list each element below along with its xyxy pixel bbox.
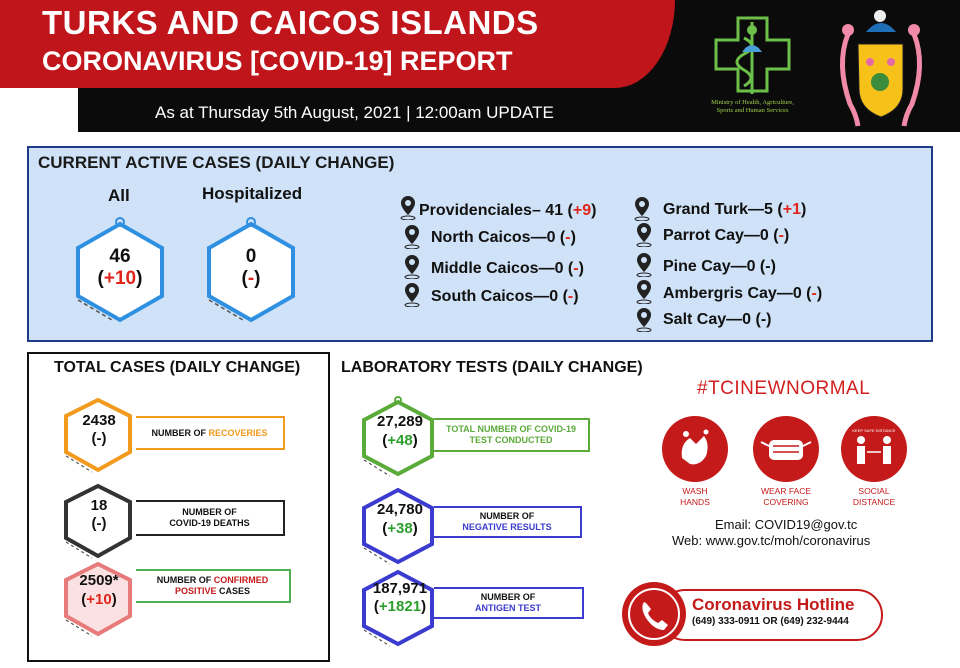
hotline-numbers: (649) 333-0911 OR (649) 232-9444 — [692, 616, 849, 627]
location-pin-icon — [400, 196, 416, 220]
antigen-label: NUMBER OF ANTIGEN TEST — [434, 587, 584, 619]
face-mask-label: WEAR FACE COVERING — [760, 486, 812, 507]
location-pin-icon — [404, 225, 420, 249]
hospitalized-value: 0 — [245, 246, 257, 267]
social-distance-label: SOCIAL DISTANCE — [852, 486, 896, 507]
social-distance-inner-text: KEEP SAFE DISTANCE — [852, 428, 896, 433]
location-pin-icon — [634, 197, 650, 221]
negative-value: 24,780 — [377, 501, 423, 518]
negative-label: NUMBER OF NEGATIVE RESULTS — [434, 506, 582, 538]
wash-hands-icon — [662, 416, 728, 482]
island-salt-cay: Salt Cay—0 (-) — [663, 311, 772, 328]
active-cases-title: CURRENT ACTIVE CASES (DAILY CHANGE) — [38, 153, 395, 172]
island-ambergris-cay: Ambergris Cay—0 (-) — [663, 285, 823, 302]
ministry-name: Ministry of Health, Agriculture, Sports and Human Services — [711, 99, 794, 114]
confirmed-label: NUMBER OF CONFIRMED POSITIVE CASES — [136, 569, 291, 603]
location-pin-icon — [404, 283, 420, 307]
island-providenciales: Providenciales– 41 (+9) — [419, 202, 597, 219]
tests-change: (+48) — [382, 432, 418, 449]
island-parrot-cay: Parrot Cay—0 (-) — [663, 227, 790, 244]
island-middle-caicos: Middle Caicos—0 (-) — [431, 260, 584, 277]
island-pine-cay: Pine Cay—0 (-) — [663, 258, 776, 275]
island-north-caicos: North Caicos—0 (-) — [431, 229, 576, 246]
all-cases-value: 46 — [109, 246, 131, 267]
location-pin-icon — [636, 253, 652, 277]
wash-hands-label: WASH HANDS — [680, 486, 710, 507]
antigen-change: (+1821) — [373, 598, 427, 615]
location-pin-icon — [636, 223, 652, 247]
hotline-title: Coronavirus Hotline — [692, 595, 855, 614]
face-mask-icon — [753, 416, 819, 482]
confirmed-value: 2509* — [79, 572, 119, 589]
social-distance-icon — [841, 416, 907, 482]
deaths-label: NUMBER OF COVID-19 DEATHS — [136, 500, 285, 536]
page-subtitle: CORONAVIRUS [COVID-19] REPORT — [42, 46, 513, 76]
location-pin-icon — [636, 280, 652, 304]
total-cases-title: TOTAL CASES (DAILY CHANGE) — [54, 359, 301, 376]
hospitalized-change: (-) — [241, 268, 261, 289]
recoveries-label: NUMBER OF RECOVERIES — [136, 416, 285, 450]
negative-change: (+38) — [382, 520, 418, 537]
confirmed-change: (+10) — [81, 591, 117, 608]
island-south-caicos: South Caicos—0 (-) — [431, 288, 579, 305]
deaths-change: (-) — [91, 515, 107, 532]
antigen-value: 187,971 — [372, 580, 428, 597]
tests-label: TOTAL NUMBER OF COVID-19 TEST CONDUCTED — [434, 418, 590, 452]
deaths-value: 18 — [90, 497, 108, 514]
contact-email: Email: COVID19@gov.tc — [715, 517, 858, 532]
lab-tests-title: LABORATORY TESTS (DAILY CHANGE) — [341, 359, 643, 376]
recoveries-change: (-) — [91, 430, 107, 447]
update-timestamp: As at Thursday 5th August, 2021 | 12:00am UPDATE — [155, 103, 554, 122]
tests-value: 27,289 — [377, 413, 423, 430]
all-label: All — [108, 186, 130, 205]
all-cases-change: (+10) — [97, 268, 143, 289]
contact-web: Web: www.gov.tc/moh/coronavirus — [672, 533, 871, 548]
location-pin-icon — [636, 308, 652, 332]
hospitalized-label: Hospitalized — [202, 184, 303, 203]
recoveries-value: 2438 — [82, 412, 116, 429]
page-title: TURKS AND CAICOS ISLANDS — [42, 4, 539, 41]
coat-of-arms-icon — [828, 4, 933, 129]
hashtag: #TCINEWNORMAL — [697, 378, 871, 399]
island-grand-turk: Grand Turk—5 (+1) — [663, 201, 807, 218]
location-pin-icon — [404, 255, 420, 279]
